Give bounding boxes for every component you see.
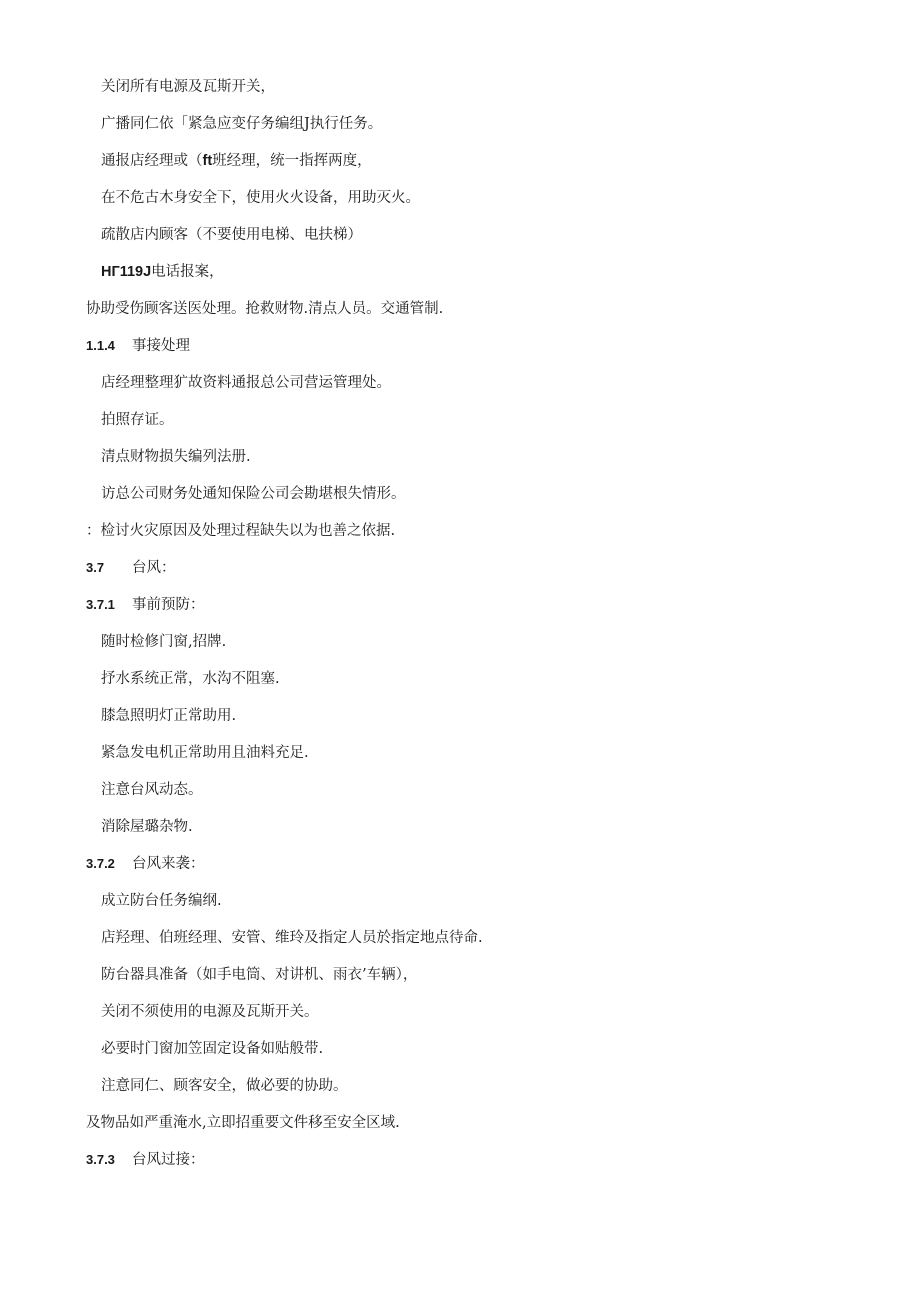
list-item: 紧急发电机正常助用且油料充足.	[101, 745, 309, 761]
list-item: 清点财物损失编列法册.	[101, 449, 251, 465]
section-heading	[86, 854, 205, 874]
paragraph-line: 在不危古木身安全下，使用火火设备，用助灭火。	[101, 190, 420, 206]
paragraph-line: 疏散店内顾客（不要使用电梯、电扶梯）	[101, 227, 362, 243]
list-item: 随时检修门窗,招牌.	[101, 634, 227, 650]
list-item: 拍照存证。	[101, 412, 174, 428]
paragraph-line	[101, 151, 372, 171]
section-heading	[86, 558, 176, 578]
list-item: 消除屋璐杂物.	[101, 819, 193, 835]
section-number: 1.1.4	[86, 338, 115, 353]
section-number: 3.7.3	[86, 1152, 115, 1167]
paragraph-line: 广播同仁依「紧急应变仔务编组J执行任务。	[101, 116, 383, 132]
list-item: 店羟理、伯班经理、安管、维玲及指定人员於指定地点待命.	[101, 930, 483, 946]
paragraph-line: ：检讨火灾原因及处理过程缺失以为也善之依据.	[86, 523, 396, 539]
section-title: 台风：	[132, 560, 176, 576]
text-fragment: ft	[202, 153, 213, 169]
text-fragment: HГ119J	[101, 264, 152, 280]
text-fragment: 通报店经理或（	[101, 153, 203, 169]
list-item: 关闭不须使用的电源及瓦斯开关。	[101, 1004, 319, 1020]
text-fragment: 班经理，统一指挥两度，	[212, 153, 372, 169]
paragraph-line: 关闭所有电源及瓦斯开关，	[101, 79, 275, 95]
list-item: 访总公司财务处通知保险公司会勘堪根失情形。	[101, 486, 406, 502]
section-title: 台风来袭：	[132, 856, 205, 872]
section-title: 事前预防：	[132, 597, 205, 613]
paragraph-line: 及物品如严重淹水,立即招重要文件移至安全区域.	[86, 1115, 400, 1131]
list-item: 注意同仁、顾客安全，做必要的协助。	[101, 1078, 348, 1094]
section-heading	[86, 595, 205, 615]
list-item: 注意台风动态。	[101, 782, 203, 798]
list-item: 必要时门窗加笠固定设备如贴般带.	[101, 1041, 324, 1057]
section-heading	[86, 1150, 205, 1170]
paragraph-line	[101, 262, 224, 282]
section-title: 事接处理	[132, 338, 190, 354]
list-item: 店经理整理犷故资料通报总公司营运管理处。	[101, 375, 391, 391]
list-item: 成立防台任务编纲.	[101, 893, 222, 909]
section-number: 3.7.1	[86, 597, 115, 612]
section-heading	[86, 336, 190, 356]
list-item: 膝急照明灯正常助用.	[101, 708, 237, 724]
paragraph-line: 协助受伤顾客送医处理。抢救财物.清点人员。交通管制.	[86, 301, 444, 317]
list-item: 抒水系统正常，水沟不阻塞.	[101, 671, 280, 687]
section-number: 3.7.2	[86, 856, 115, 871]
list-item: 防台器具准备（如手电筒、对讲机、雨衣’车辆），	[101, 967, 418, 983]
section-number: 3.7	[86, 560, 105, 575]
section-title: 台风过接：	[132, 1152, 205, 1168]
text-fragment: 电话报案，	[151, 264, 224, 280]
